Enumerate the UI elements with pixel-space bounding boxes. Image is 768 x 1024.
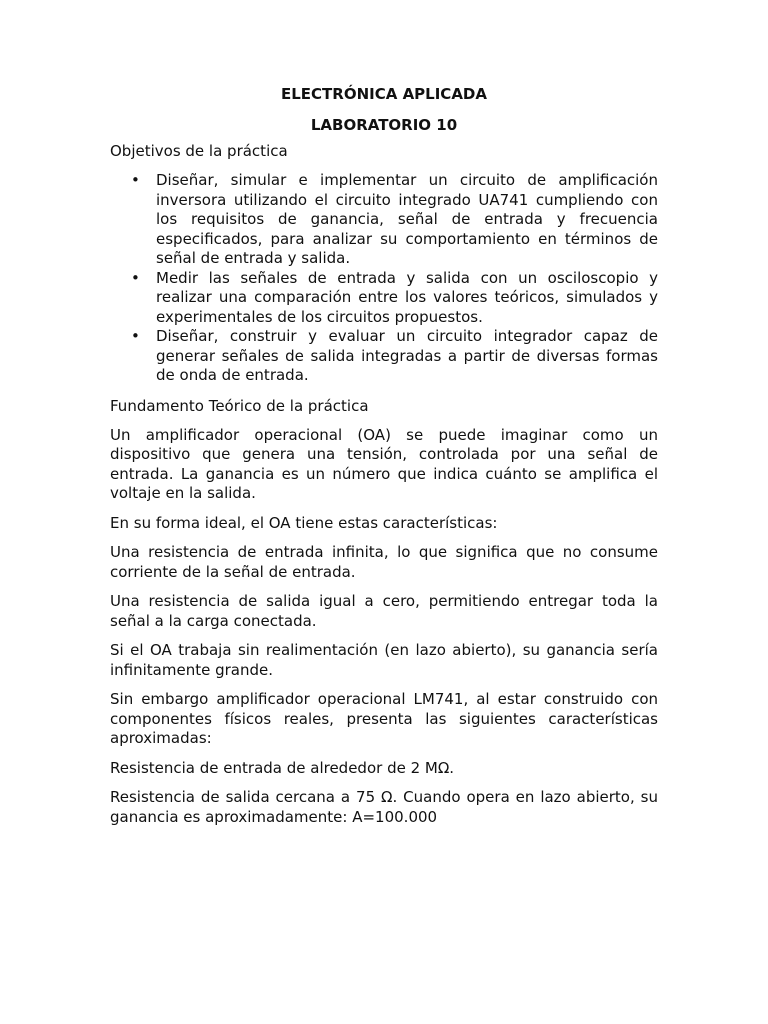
objectives-heading: Objetivos de la práctica: [110, 142, 288, 160]
paragraph: En su forma ideal, el OA tiene estas características:: [110, 513, 498, 532]
bullet-icon: •: [131, 171, 140, 189]
list-item: [110, 171, 658, 269]
fundamento-heading: Fundamento Teórico de la práctica: [110, 396, 369, 415]
bullet-icon: •: [131, 268, 140, 287]
objective-text: Diseñar, construir y evaluar un circuito integrador capaz de generar señales de salida integradas a partir de diversas formas de onda de entrada.: [156, 327, 658, 384]
paragraph: Una resistencia de entrada infinita, lo que significa que no consume corriente de la señal de entrada.: [110, 543, 658, 581]
objective-text: Diseñar, simular e implementar un circuito de amplificación inversora utilizando el circuito integrado UA741 cumpliendo con los requisitos de ganancia, señal de entrada y frecuencia especificados, para analizar su comportamiento en términos de señal de entrada y salida.: [156, 171, 658, 267]
paragraph: Resistencia de entrada de alrededor de 2 MΩ.: [110, 758, 455, 777]
list-item: [110, 269, 658, 328]
paragraph: Si el OA trabaja sin realimentación (en lazo abierto), su ganancia sería infinitamente grande.: [110, 641, 658, 679]
document-subtitle: LABORATORIO 10: [310, 116, 458, 134]
paragraph: Sin embargo amplificador operacional LM741, al estar construido con componentes físicos reales, presenta las siguientes características aproximadas:: [110, 690, 658, 747]
paragraph: Un amplificador operacional (OA) se puede imaginar como un dispositivo que genera una tensión, controlada por una señal de entrada. La ganancia es un número que indica cuánto se amplifica el voltaje en la salida.: [110, 425, 658, 502]
paragraph: Resistencia de salida cercana a 75 Ω. Cuando opera en lazo abierto, su ganancia es aproximadamente: A=100.000: [110, 788, 658, 826]
bullet-icon: •: [131, 327, 140, 345]
list-item: [110, 327, 658, 386]
document-title: ELECTRÓNICA APLICADA: [281, 85, 487, 103]
paragraph: Una resistencia de salida igual a cero, permitiendo entregar toda la señal a la carga conectada.: [110, 592, 658, 630]
objective-text: Medir las señales de entrada y salida con un osciloscopio y realizar una comparación entre los valores teóricos, simulados y experimentales de los circuitos propuestos.: [156, 268, 658, 326]
objectives-list: [110, 171, 658, 386]
